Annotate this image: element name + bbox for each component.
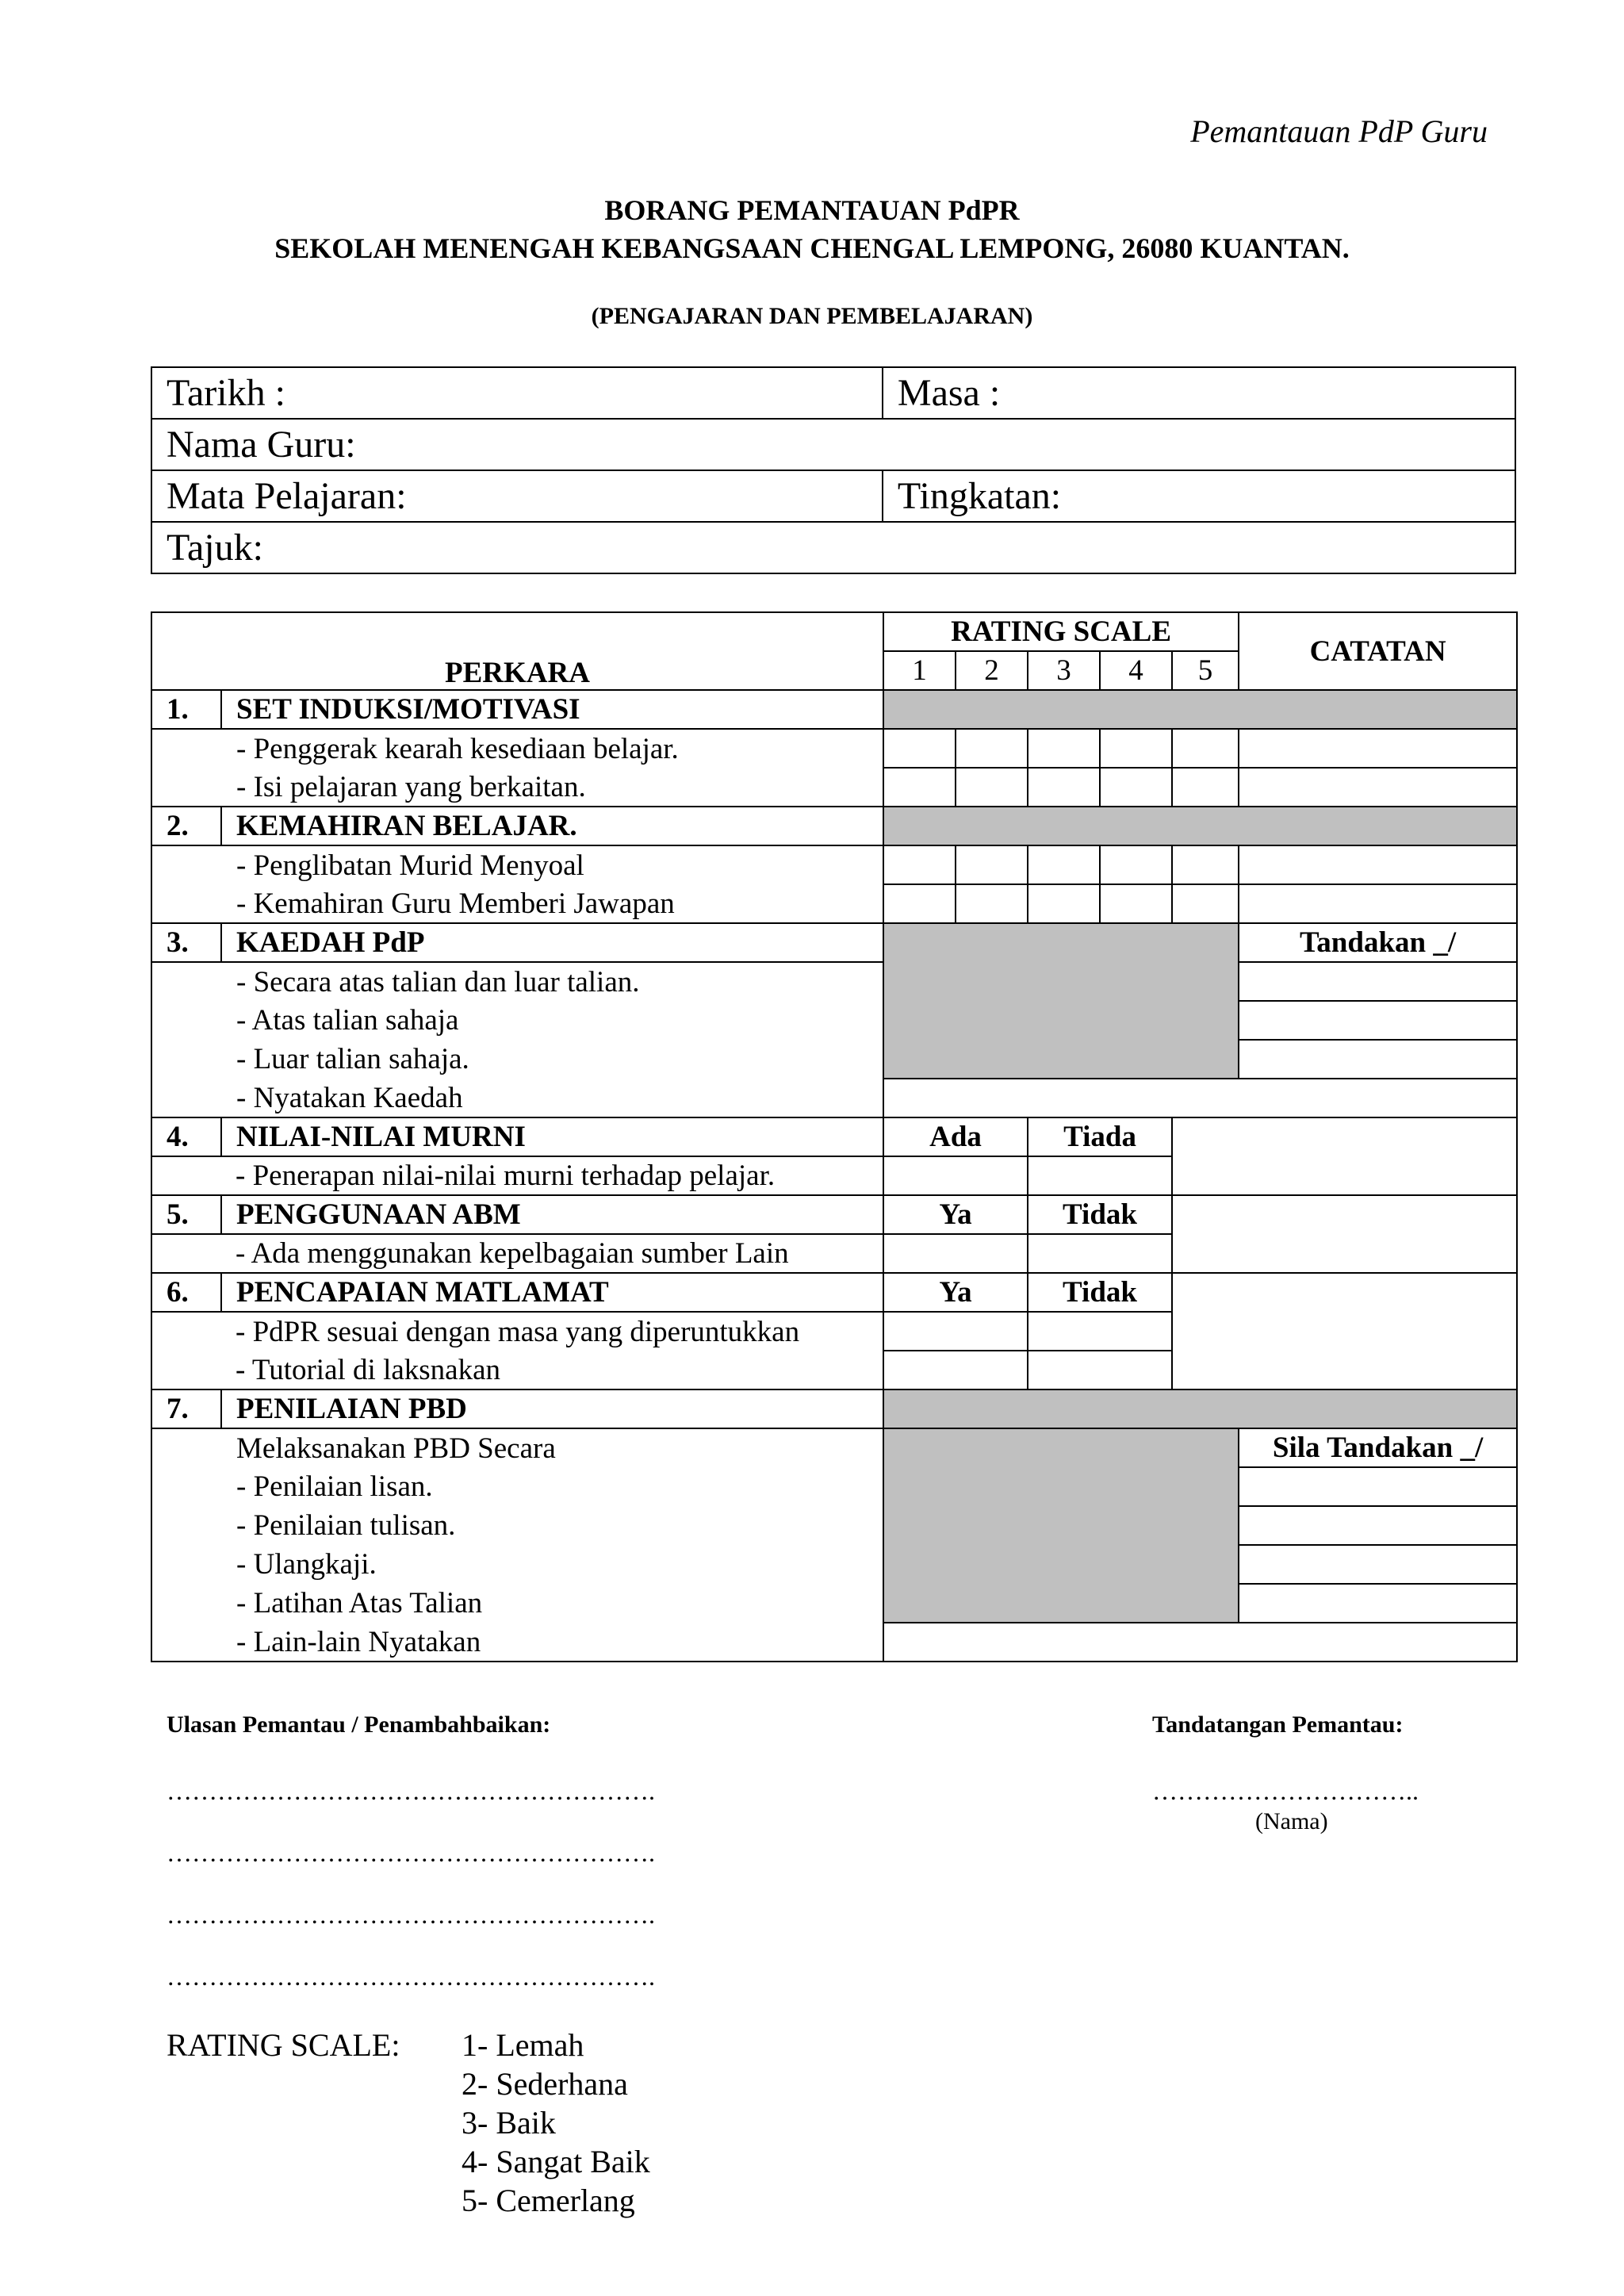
item-text: - Penglibatan Murid Menyoal (151, 845, 883, 884)
answer-cell[interactable] (883, 1156, 1028, 1195)
shaded-cell (883, 1428, 1239, 1623)
checkbox-cell[interactable] (1239, 1506, 1517, 1545)
ulasan-line[interactable]: …………………………………………………. (167, 1777, 655, 1805)
tajuk-field[interactable]: Tajuk: (151, 522, 1515, 573)
answer-cell[interactable] (1028, 1234, 1172, 1273)
answer-cell[interactable] (1028, 1351, 1172, 1389)
catatan-cell[interactable] (1239, 768, 1517, 807)
shaded-cell (883, 923, 1239, 1079)
answer-cell[interactable] (883, 1234, 1028, 1273)
option-tidak: Tidak (1028, 1195, 1172, 1234)
tandatangan-label: Tandatangan Pemantau: (1152, 1711, 1404, 1738)
scale-2: 2 (956, 651, 1028, 690)
scale-legend-item: 2- Sederhana (462, 2066, 628, 2102)
option-ada: Ada (883, 1117, 1028, 1156)
option-ya: Ya (883, 1273, 1028, 1312)
rating-cell[interactable] (1028, 768, 1100, 807)
catatan-cell[interactable] (1172, 1117, 1517, 1195)
catatan-header: CATATAN (1239, 612, 1517, 690)
scale-legend-item: 1- Lemah (462, 2027, 584, 2063)
rating-cell[interactable] (883, 884, 956, 923)
catatan-cell[interactable] (1239, 884, 1517, 923)
item-text: - Penilaian tulisan. (151, 1506, 883, 1545)
section-title: PENCAPAIAN MATLAMAT (221, 1273, 883, 1312)
rating-cell[interactable] (883, 729, 956, 768)
section-title: KAEDAH PdP (221, 923, 883, 962)
catatan-cell[interactable] (1239, 845, 1517, 884)
form-title: BORANG PEMANTAUAN PdPR (604, 194, 1020, 226)
checkbox-cell[interactable] (1239, 1467, 1517, 1506)
masa-field[interactable]: Masa : (883, 367, 1515, 419)
option-ya: Ya (883, 1195, 1028, 1234)
section-number: 3. (151, 923, 221, 962)
rating-cell[interactable] (1028, 884, 1100, 923)
item-text: - Luar talian sahaja. (151, 1040, 883, 1079)
item-text: - Penilaian lisan. (151, 1467, 883, 1506)
spacer-cell (151, 1156, 221, 1195)
scale-legend-item: 5- Cemerlang (462, 2183, 635, 2218)
catatan-cell[interactable] (1172, 1273, 1517, 1389)
rating-cell[interactable] (956, 884, 1028, 923)
scale-legend-item: 4- Sangat Baik (462, 2144, 650, 2179)
scale-5: 5 (1172, 651, 1239, 690)
scale-4: 4 (1100, 651, 1172, 690)
tandakan-label: Tandakan _/ (1239, 923, 1517, 962)
mata-pelajaran-field[interactable]: Mata Pelajaran: (151, 470, 883, 522)
evaluation-table (151, 611, 1518, 1662)
item-text: - Isi pelajaran yang berkaitan. (151, 768, 883, 807)
checkbox-cell[interactable] (1239, 962, 1517, 1001)
scale-3: 3 (1028, 651, 1100, 690)
rating-cell[interactable] (1028, 729, 1100, 768)
rating-cell[interactable] (1172, 768, 1239, 807)
ulasan-label: Ulasan Pemantau / Penambahbaikan: (167, 1711, 551, 1738)
rating-cell[interactable] (1172, 729, 1239, 768)
tarikh-field[interactable]: Tarikh : (151, 367, 883, 419)
section-number: 7. (151, 1389, 221, 1428)
catatan-cell[interactable] (1172, 1195, 1517, 1273)
item-text: - Ulangkaji. (151, 1545, 883, 1584)
answer-cell[interactable] (1028, 1156, 1172, 1195)
sila-tandakan-label: Sila Tandakan _/ (1239, 1428, 1517, 1467)
rating-scale-label: RATING SCALE: (167, 2027, 400, 2063)
school-name: SEKOLAH MENENGAH KEBANGSAAN CHENGAL LEMPONG, 26080 KUANTAN. (274, 232, 1350, 264)
shaded-cell (883, 690, 1517, 729)
rating-cell[interactable] (883, 768, 956, 807)
tingkatan-field[interactable]: Tingkatan: (883, 470, 1515, 522)
section-number: 5. (151, 1195, 221, 1234)
answer-cell[interactable] (883, 1312, 1028, 1351)
item-text: - PdPR sesuai dengan masa yang diperuntukkan (221, 1312, 883, 1351)
scale-1: 1 (883, 651, 956, 690)
rating-cell[interactable] (1100, 729, 1172, 768)
item-text: - Nyatakan Kaedah (151, 1079, 883, 1117)
rating-cell[interactable] (1100, 768, 1172, 807)
section-title: KEMAHIRAN BELAJAR. (221, 807, 883, 845)
rating-cell[interactable] (1100, 845, 1172, 884)
item-text: - Kemahiran Guru Memberi Jawapan (151, 884, 883, 923)
item-text: - Atas talian sahaja (151, 1001, 883, 1040)
option-tidak: Tidak (1028, 1273, 1172, 1312)
item-text: Melaksanakan PBD Secara (151, 1428, 883, 1467)
ulasan-line[interactable]: …………………………………………………. (167, 1838, 655, 1867)
section-title: PENILAIAN PBD (221, 1389, 883, 1428)
section-number: 6. (151, 1273, 221, 1312)
item-text: - Penggerak kearah kesediaan belajar. (151, 729, 883, 768)
rating-cell[interactable] (1028, 845, 1100, 884)
section-title: NILAI-NILAI MURNI (221, 1117, 883, 1156)
item-text: - Penerapan nilai-nilai murni terhadap pelajar. (221, 1156, 883, 1195)
rating-cell[interactable] (1100, 884, 1172, 923)
checkbox-cell[interactable] (1239, 1040, 1517, 1079)
scale-legend-item: 3- Baik (462, 2105, 556, 2141)
shaded-cell (883, 1389, 1517, 1428)
shaded-cell (883, 807, 1517, 845)
form-subtitle: (PENGAJARAN DAN PEMBELAJARAN) (591, 303, 1033, 329)
info-box (151, 366, 1516, 574)
running-header: Pemantauan PdP Guru (1190, 113, 1488, 149)
spacer-cell (151, 1234, 221, 1273)
rating-cell[interactable] (956, 768, 1028, 807)
checkbox-cell[interactable] (1239, 1545, 1517, 1584)
option-tiada: Tiada (1028, 1117, 1172, 1156)
rating-cell[interactable] (883, 845, 956, 884)
rating-scale-header: RATING SCALE (883, 612, 1239, 651)
catatan-cell[interactable] (1239, 729, 1517, 768)
item-text: - Ada menggunakan kepelbagaian sumber Lain (221, 1234, 883, 1273)
signature-line[interactable]: ………………………….. (1152, 1777, 1419, 1805)
item-text: - Tutorial di laksnakan (221, 1351, 883, 1389)
rating-cell[interactable] (956, 729, 1028, 768)
answer-cell[interactable] (883, 1351, 1028, 1389)
section-title: PENGGUNAAN ABM (221, 1195, 883, 1234)
section-number: 4. (151, 1117, 221, 1156)
section-title: SET INDUKSI/MOTIVASI (221, 690, 883, 729)
ulasan-line[interactable]: …………………………………………………. (167, 1962, 655, 1991)
rating-cell[interactable] (1172, 845, 1239, 884)
section-number: 1. (151, 690, 221, 729)
perkara-header: PERKARA (151, 612, 883, 690)
ulasan-line[interactable]: …………………………………………………. (167, 1900, 655, 1929)
nyatakan-cell[interactable] (883, 1079, 1517, 1117)
item-text: - Lain-lain Nyatakan (151, 1623, 883, 1662)
spacer-cell (151, 1312, 221, 1389)
nama-guru-field[interactable]: Nama Guru: (151, 419, 1515, 470)
answer-cell[interactable] (1028, 1312, 1172, 1351)
checkbox-cell[interactable] (1239, 1584, 1517, 1623)
item-text: - Secara atas talian dan luar talian. (151, 962, 883, 1001)
nyatakan-cell[interactable] (883, 1623, 1517, 1662)
nama-caption: (Nama) (1255, 1808, 1328, 1834)
rating-cell[interactable] (1172, 884, 1239, 923)
checkbox-cell[interactable] (1239, 1001, 1517, 1040)
section-number: 2. (151, 807, 221, 845)
rating-cell[interactable] (956, 845, 1028, 884)
item-text: - Latihan Atas Talian (151, 1584, 883, 1623)
